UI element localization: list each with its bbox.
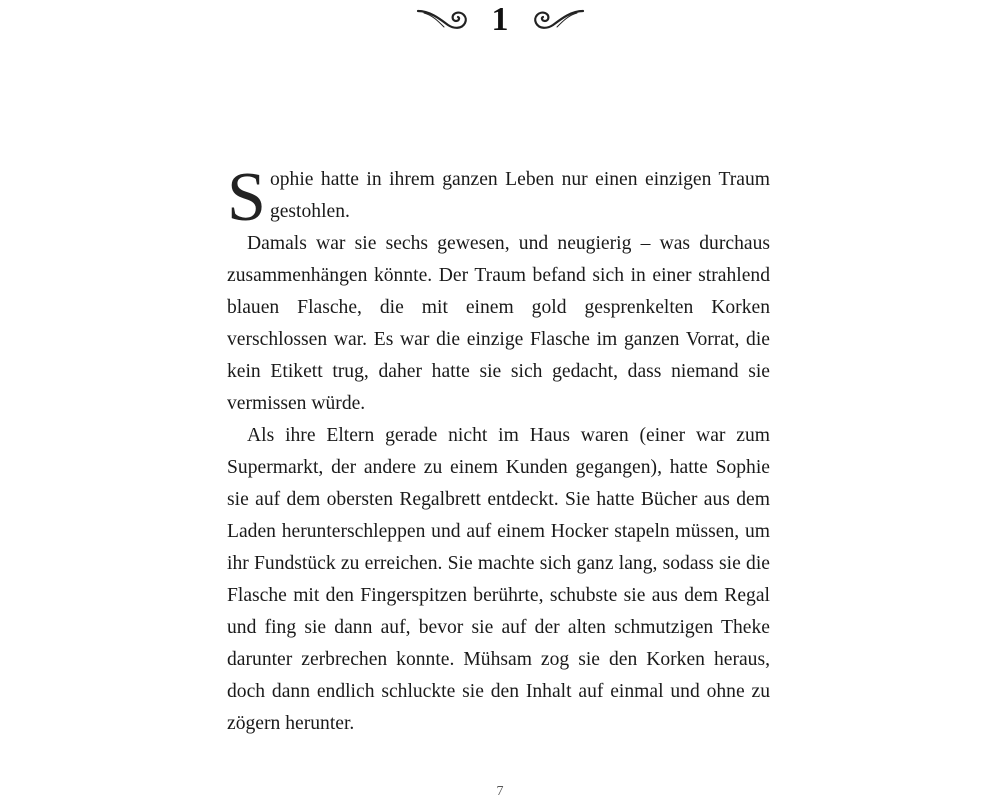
paragraph-2: Damals war sie sechs gewesen, und neugierig – was durchaus zusammenhängen könnte. Der Traum befand sich in einer strahlend blauen Flasche, die mit einem gold gesprenkelten Korken verschlossen war. Es war die einzige Flasche im ganzen Vorrat, die kein Etikett trug, daher hatte sie sich gedacht, dass niemand sie vermissen würde. [227,233,770,414]
chapter-number: 1 [491,1,509,38]
chapter-body [227,159,770,740]
drop-cap: S [227,159,266,236]
chapter-heading [0,0,1000,40]
flourish-right-icon [531,7,585,33]
paragraph-3: Als ihre Eltern gerade nicht im Haus waren (einer war zum Supermarkt, der andere zu einem Kunden gegangen), hatte Sophie sie auf dem obersten Regalbrett entdeckt. Sie hatte Bücher aus dem Laden herunterschleppen und auf einem Hocker stapeln müssen, um ihr Fundstück zu erreichen. Sie machte sich ganz lang, sodass sie die Flasche mit den Fingerspitzen berührte, schubste sie aus dem Regal und fing sie dann auf, bevor sie auf der alten schmutzigen Theke darunter zerbrechen konnte. Mühsam zog sie den Korken heraus, doch dann endlich schluckte sie den Inhalt auf einmal und ohne zu zögern herunter. [227,425,770,734]
paragraph-1-text: ophie hatte in ihrem ganzen Leben nur einen einzigen Traum gestohlen. [269,169,770,222]
paragraph-1 [227,159,770,236]
page-number: 7 [496,784,504,799]
flourish-left-icon [416,7,470,33]
